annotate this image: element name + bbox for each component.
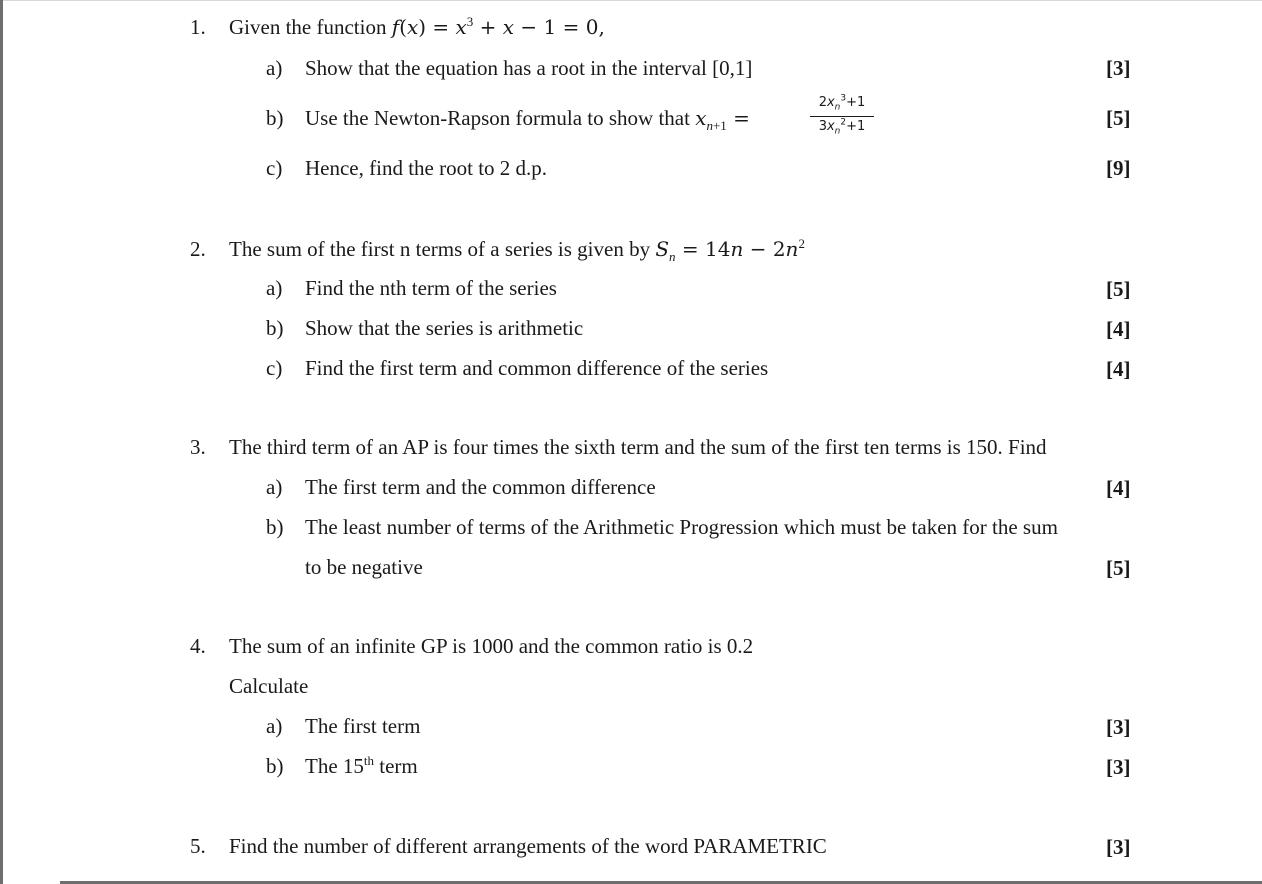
marks: [5]	[1106, 106, 1131, 130]
part-label: a)	[266, 714, 283, 738]
marks: [9]	[1106, 156, 1131, 180]
marks: [5]	[1106, 277, 1131, 301]
question-text: The third term of an AP is four times the sixth term and the sum of the first ten terms is 150. Find	[229, 435, 1047, 459]
question-number: 3.	[190, 435, 206, 459]
part-label: b)	[266, 515, 284, 539]
marks: [4]	[1106, 317, 1131, 341]
function-equation: $f(x) = x^3 + x - 1 = 0$,	[391, 14, 605, 39]
question-number: 1.	[190, 15, 206, 39]
part-label: a)	[266, 56, 283, 80]
marks: [4]	[1106, 476, 1131, 500]
part-label: b)	[266, 316, 284, 340]
question-text: Find the number of different arrangements of the word PARAMETRIC	[229, 834, 827, 858]
part-text	[305, 106, 750, 134]
subheading-text: Calculate	[229, 674, 309, 698]
part-text: Find the first term and common difference of the series	[305, 356, 769, 380]
part-text: The first term	[305, 714, 421, 738]
part-label: a)	[266, 475, 283, 499]
fraction-denominator: $3x_n^2+1$	[818, 117, 866, 137]
marks: [4]	[1106, 357, 1131, 381]
part-text: Show that the equation has a root in the interval [0,1]	[305, 56, 753, 80]
part-text: The 15th term	[305, 753, 418, 778]
sum-formula: $S_n = 14n - 2n^2$	[655, 236, 805, 265]
marks: [3]	[1106, 835, 1131, 859]
page-top-edge	[3, 0, 1262, 1]
part-label: c)	[266, 156, 283, 180]
question-prefix: Given the function	[229, 15, 387, 39]
part-text: Hence, find the root to 2 d.p.	[305, 156, 548, 180]
question-text	[229, 15, 605, 39]
question-text	[229, 236, 805, 265]
part-text: The first term and the common difference	[305, 475, 656, 499]
question-number: 5.	[190, 834, 206, 858]
newton-formula-fraction	[810, 94, 874, 142]
page-left-edge	[0, 0, 3, 884]
part-text-words: Use the Newton-Rapson formula to show that	[305, 106, 690, 130]
question-number: 2.	[190, 237, 206, 261]
part-label: b)	[266, 106, 284, 130]
marks: [5]	[1106, 556, 1131, 580]
part-text: Show that the series is arithmetic	[305, 316, 584, 340]
part-label: c)	[266, 356, 283, 380]
question-number: 4.	[190, 634, 206, 658]
question-text: The sum of an infinite GP is 1000 and the common ratio is 0.2	[229, 634, 754, 658]
question-prefix: The sum of the first n terms of a series is given by	[229, 237, 651, 261]
part-text: The least number of terms of the Arithmetic Progression which must be taken for the sum	[305, 515, 1058, 539]
part-text-continued: to be negative	[305, 555, 423, 579]
marks: [3]	[1106, 715, 1131, 739]
part-label: b)	[266, 754, 284, 778]
fraction-numerator: $2x_n^3+1$	[818, 93, 866, 113]
part-text: Find the nth term of the series	[305, 276, 557, 300]
marks: [3]	[1106, 56, 1131, 80]
newton-formula-lhs: $x_{n+1}$ =	[695, 106, 750, 134]
part-label: a)	[266, 276, 283, 300]
marks: [3]	[1106, 755, 1131, 779]
